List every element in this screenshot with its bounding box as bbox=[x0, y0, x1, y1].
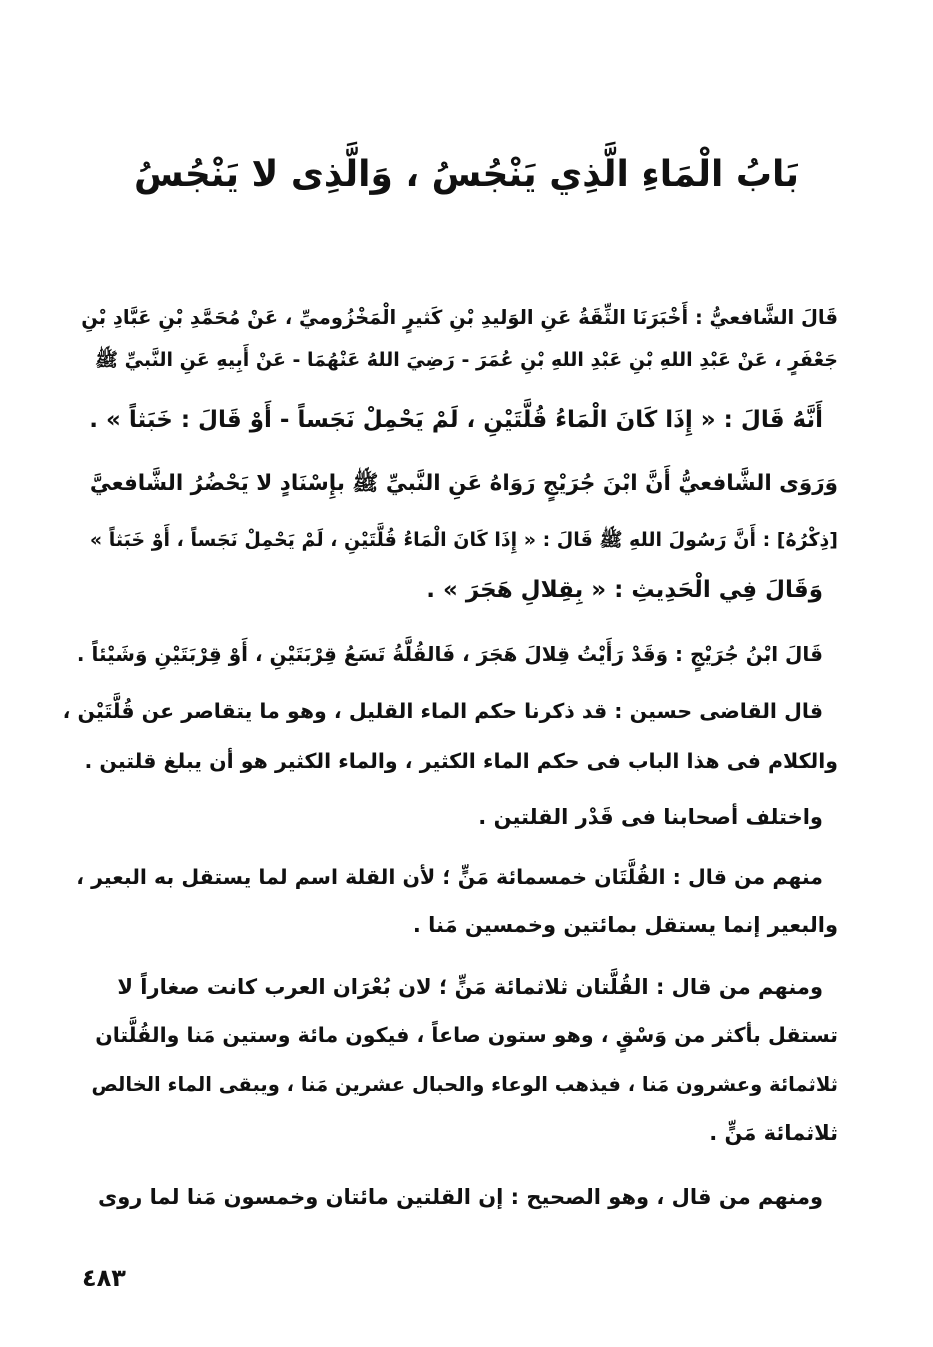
page-number: ٤٨٣ bbox=[82, 1264, 126, 1292]
text-line: والبعير إنما يستقل بمائتين وخمسين مَنا . bbox=[412, 913, 838, 937]
text-line: منهم من قال : القُلَّتَان خمسمائة مَنٍّ ؛ لأن القلة اسم لما يستقل به البعير ، bbox=[76, 865, 823, 889]
text-line: [ذِكْرُهُ] : أَنَّ رَسُولَ اللهِ ﷺ قَالَ : « إِذَا كَانَ الْمَاءُ قُلَّتَيْنِ ، لَمْ يَحْمِلْ نَجَساً ، أَوْ خَبَثاً » bbox=[89, 529, 838, 551]
text-line: وَقَالَ فِي الْحَدِيثِ : « بِقِلالِ هَجَرَ » . bbox=[426, 577, 823, 603]
text-line: واختلف أصحابنا فى قَدْر القلتين . bbox=[478, 805, 823, 829]
text-line: ومنهم من قال ، وهو الصحيح : إن القلتين مائتان وخمسون مَنا لما روى bbox=[97, 1185, 823, 1209]
text-line: وَرَوَى الشَّافعيُّ أَنَّ ابْنَ جُرَيْجٍ رَوَاهُ عَنِ النَّبيِّ ﷺ بإِسْنَادٍ لا يَحْضُرُ الشَّافعيَّ bbox=[89, 471, 838, 496]
text-line: ومنهم من قال : القُلَّتان ثلاثمائة مَنٍّ ؛ لان بُعْرَان العرب كانت صغاراً لا bbox=[117, 975, 823, 999]
text-line: ثلاثمائة وعشرون مَنا ، فيذهب الوعاء والحبال عشرين مَنا ، ويبقى الماء الخالص bbox=[91, 1073, 838, 1096]
text-line: قَالَ ابْنُ جُرَيْجٍ : وَقَدْ رَأَيْتُ قِلالَ هَجَرَ ، فَالقُلَّةُ تَسَعُ قِرْبَتَيْنِ ، أَوْ قِرْبَتَيْنِ وَشَيْئاً . bbox=[76, 642, 823, 666]
text-line: جَعْفَرٍ ، عَنْ عَبْدِ اللهِ بْنِ عَبْدِ اللهِ بْنِ عُمَرَ - رَضِيَ اللهُ عَنْهُمَا - عَنْ أَبِيهِ عَنِ النَّبيِّ ﷺ bbox=[95, 349, 838, 371]
text-line: ثلاثمائة مَنٍّ . bbox=[709, 1121, 838, 1145]
text-line: أَنَّهُ قَالَ : « إِذَا كَانَ الْمَاءُ قُلَّتَيْنِ ، لَمْ يَحْمِلْ نَجَساً - أَوْ قَالَ : خَبَثاً » . bbox=[89, 407, 823, 433]
text-line: تستقل بأكثر من وَسْقٍ ، وهو ستون صاعاً ، فيكون مائة وستين مَنا والقُلَّتان bbox=[95, 1023, 838, 1047]
text-line: والكلام فى هذا الباب فى حكم الماء الكثير ، والماء الكثير هو أن يبلغ قلتين . bbox=[84, 749, 838, 773]
text-line: قال القاضى حسين : قد ذكرنا حكم الماء القليل ، وهو ما يتقاصر عن قُلَّتَيْن ، bbox=[62, 699, 823, 723]
chapter-title: بَابُ الْمَاءِ الَّذِي يَنْجُسُ ، وَالَّذِى لا يَنْجُسُ bbox=[133, 154, 800, 195]
text-line: قَالَ الشَّافعيُّ : أَخْبَرَنَا الثِّقَةُ عَنِ الوَليدِ بْنِ كَثيرٍ الْمَخْزُوميِّ ، عَنْ مُحَمَّدِ بْنِ عَبَّادِ بْنِ bbox=[81, 306, 838, 329]
